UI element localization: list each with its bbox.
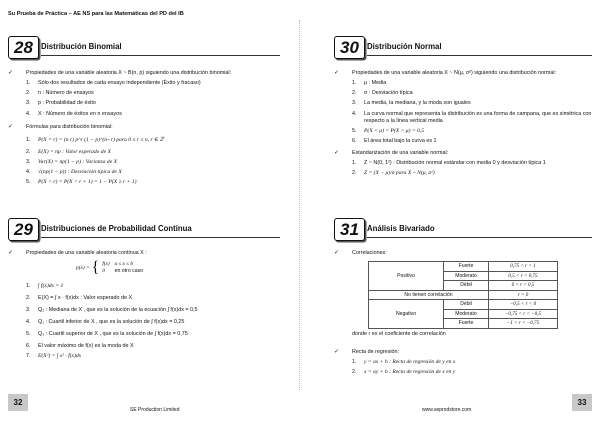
section-bivariate bbox=[334, 218, 592, 379]
page-divider bbox=[299, 20, 301, 390]
list-item: 2. n : Número de ensayos bbox=[26, 90, 94, 97]
table-row: Negativo Débil −0,5 < r < 0 bbox=[369, 300, 558, 310]
bullet-properties bbox=[8, 250, 280, 360]
list-item: 1. μ : Media bbox=[352, 80, 387, 86]
list-item: 6. El área total bajo la curva es 1 bbox=[352, 137, 437, 144]
checkmark-icon: ✓ bbox=[334, 70, 340, 76]
table-row: No tienen correlación r = 0 bbox=[369, 290, 558, 300]
checkmark-icon: ✓ bbox=[8, 70, 14, 76]
section-title: Distribución Binomial bbox=[41, 42, 122, 51]
list-item: 3. Q₂ : Mediana de X , que es la solución de la ecuación ∫ f(x)dx = 0,5 bbox=[26, 307, 198, 313]
list-item: 4. X : Número de éxitos en n ensayos bbox=[26, 110, 122, 117]
list-item: 5. P(X < μ) = P(X > μ) = 0,5 bbox=[352, 127, 425, 134]
list-item: 2. Z = (X − μ)/σ para X ~ N(μ, σ²) bbox=[352, 170, 435, 177]
section-title: Análisis Bivariado bbox=[367, 224, 435, 233]
list-item: 3. p : Probabilidad de éxito bbox=[26, 100, 96, 107]
bullet-text: Estandarización de una variable normal: bbox=[352, 149, 449, 156]
footer-url: www.seprodstore.com bbox=[422, 407, 472, 413]
section-number: 31 bbox=[334, 218, 365, 241]
section-normal bbox=[334, 36, 592, 182]
bullet-text: Recta de regresión: bbox=[352, 348, 400, 355]
list-item: 1. Sólo dos resultados de cada ensayo independiente (Éxito y fracaso) bbox=[26, 80, 201, 86]
table-row: Fuerte −1 < r < −0,75 bbox=[369, 319, 558, 329]
checkmark-icon: ✓ bbox=[8, 123, 14, 130]
section-binomial bbox=[8, 36, 280, 189]
pdf-definition: p(x) = { f(x) a ≤ x ≤ b 0 en otro caso bbox=[76, 259, 144, 276]
bullet-text: Propiedades de una variable aleatoria continua X : bbox=[26, 250, 147, 256]
checkmark-icon: ✓ bbox=[334, 149, 340, 156]
bullet-text: Propiedades de una variable aleatoria X ~ B(n, p) siguiendo una distribución binomial: bbox=[26, 70, 232, 76]
table-row: Débil 0 < r < 0,5 bbox=[369, 281, 558, 291]
checkmark-icon: ✓ bbox=[334, 348, 340, 355]
bullet-formulas bbox=[8, 124, 280, 187]
list-item: 3. Var(X) = np(1 − p) : Varianza de X bbox=[26, 158, 118, 165]
brace-symbol: { bbox=[91, 259, 100, 276]
table-row: Moderato −0,75 < r < −0,5 bbox=[369, 309, 558, 319]
list-item: 3. La media, la mediana, y la moda son iguales bbox=[352, 100, 471, 107]
section-underline bbox=[367, 237, 592, 238]
correlation-table bbox=[368, 261, 558, 329]
section-number: 30 bbox=[334, 36, 365, 59]
list-item: 4. La curva normal que representa la distribución es una forma de campana, que es simétrica con respecto a la línea vertical media bbox=[352, 110, 592, 124]
list-item: 2. E(X) = ∫ x · f(x)dx : Valor esperado de X bbox=[26, 295, 133, 301]
bullet-text: Correlaciones: bbox=[352, 250, 387, 256]
list-item: 2. E(X) = np : Valor esperado de X bbox=[26, 148, 111, 155]
footer-publisher: SE Production Limited bbox=[130, 407, 180, 413]
section-number: 28 bbox=[8, 36, 39, 59]
checkmark-icon: ✓ bbox=[334, 250, 340, 256]
section-header bbox=[334, 36, 592, 58]
list-item: 2. x = ay + b : Recta de regresión de x en y bbox=[352, 368, 456, 375]
section-title: Distribuciones de Probabilidad Continua bbox=[41, 224, 192, 233]
bullet-text: Fórmulas para distribución binomial: bbox=[26, 123, 113, 130]
list-item: 2. σ : Desviación típica bbox=[352, 90, 413, 97]
list-item: 7. E(X²) = ∫ x² · f(x)dx bbox=[26, 353, 82, 360]
section-continuous bbox=[8, 218, 280, 363]
page-number-left: 32 bbox=[8, 394, 28, 411]
section-header bbox=[334, 218, 592, 240]
list-item: 1. Z ~ N(0, 1²) : Distribución normal estándar con media 0 y desviación típica 1 bbox=[352, 159, 546, 166]
section-header bbox=[8, 36, 280, 58]
list-item: 1. y = ax + b : Recta de regresión de y en x bbox=[352, 358, 456, 365]
list-item: 5. Q₃ : Cuartil superior de X , que es la solución de ∫ f(x)dx = 0,75 bbox=[26, 331, 188, 337]
list-item: 4. Q₁ : Cuartil inferior de X , que es la solución de ∫ f(x)dx = 0,25 bbox=[26, 319, 185, 325]
list-item: 5. P(X < r) = P(X < r + 1) = 1 − P(X ≥ r + 1) bbox=[26, 179, 137, 186]
checkmark-icon: ✓ bbox=[8, 250, 14, 256]
table-row: Positivo Fuerte 0,75 < r < 1 bbox=[369, 262, 558, 272]
section-underline bbox=[367, 55, 592, 56]
bullet-correlations bbox=[334, 250, 592, 257]
list-item: 4. √(np(1 − p)) : Desviación típica de X bbox=[26, 168, 122, 175]
page-header: Su Prueba de Práctica – AE NS para las Matemáticas del PD del IB bbox=[8, 11, 184, 17]
bullet-text: Propiedades de una variable aleatoria X ~ N(μ, σ²) siguiendo una distribución normal: bbox=[352, 70, 557, 76]
bullet-standardization bbox=[334, 150, 592, 177]
bullet-properties bbox=[8, 70, 280, 118]
table-row: Moderato 0,5 < r < 0,75 bbox=[369, 271, 558, 281]
section-underline bbox=[41, 237, 280, 238]
list-item: 6. El valor máximo de f(x) es la moda de X bbox=[26, 343, 134, 349]
bullet-properties bbox=[334, 70, 592, 145]
section-number: 29 bbox=[8, 218, 39, 241]
list-item: 1. ∫ f(x)dx = 1 bbox=[26, 283, 64, 289]
section-header bbox=[8, 218, 280, 240]
section-underline bbox=[41, 55, 280, 56]
bullet-regression bbox=[334, 349, 592, 376]
correlation-note: donde r es el coeficiente de correlación bbox=[352, 330, 446, 337]
list-item: 1. P(X = r) = (n r) p^r (1 − p)^(n−r) para 0 ≤ r ≤ n, r ∈ ℤ bbox=[26, 136, 164, 143]
page-number-right: 33 bbox=[572, 394, 592, 411]
section-title: Distribución Normal bbox=[367, 42, 442, 51]
